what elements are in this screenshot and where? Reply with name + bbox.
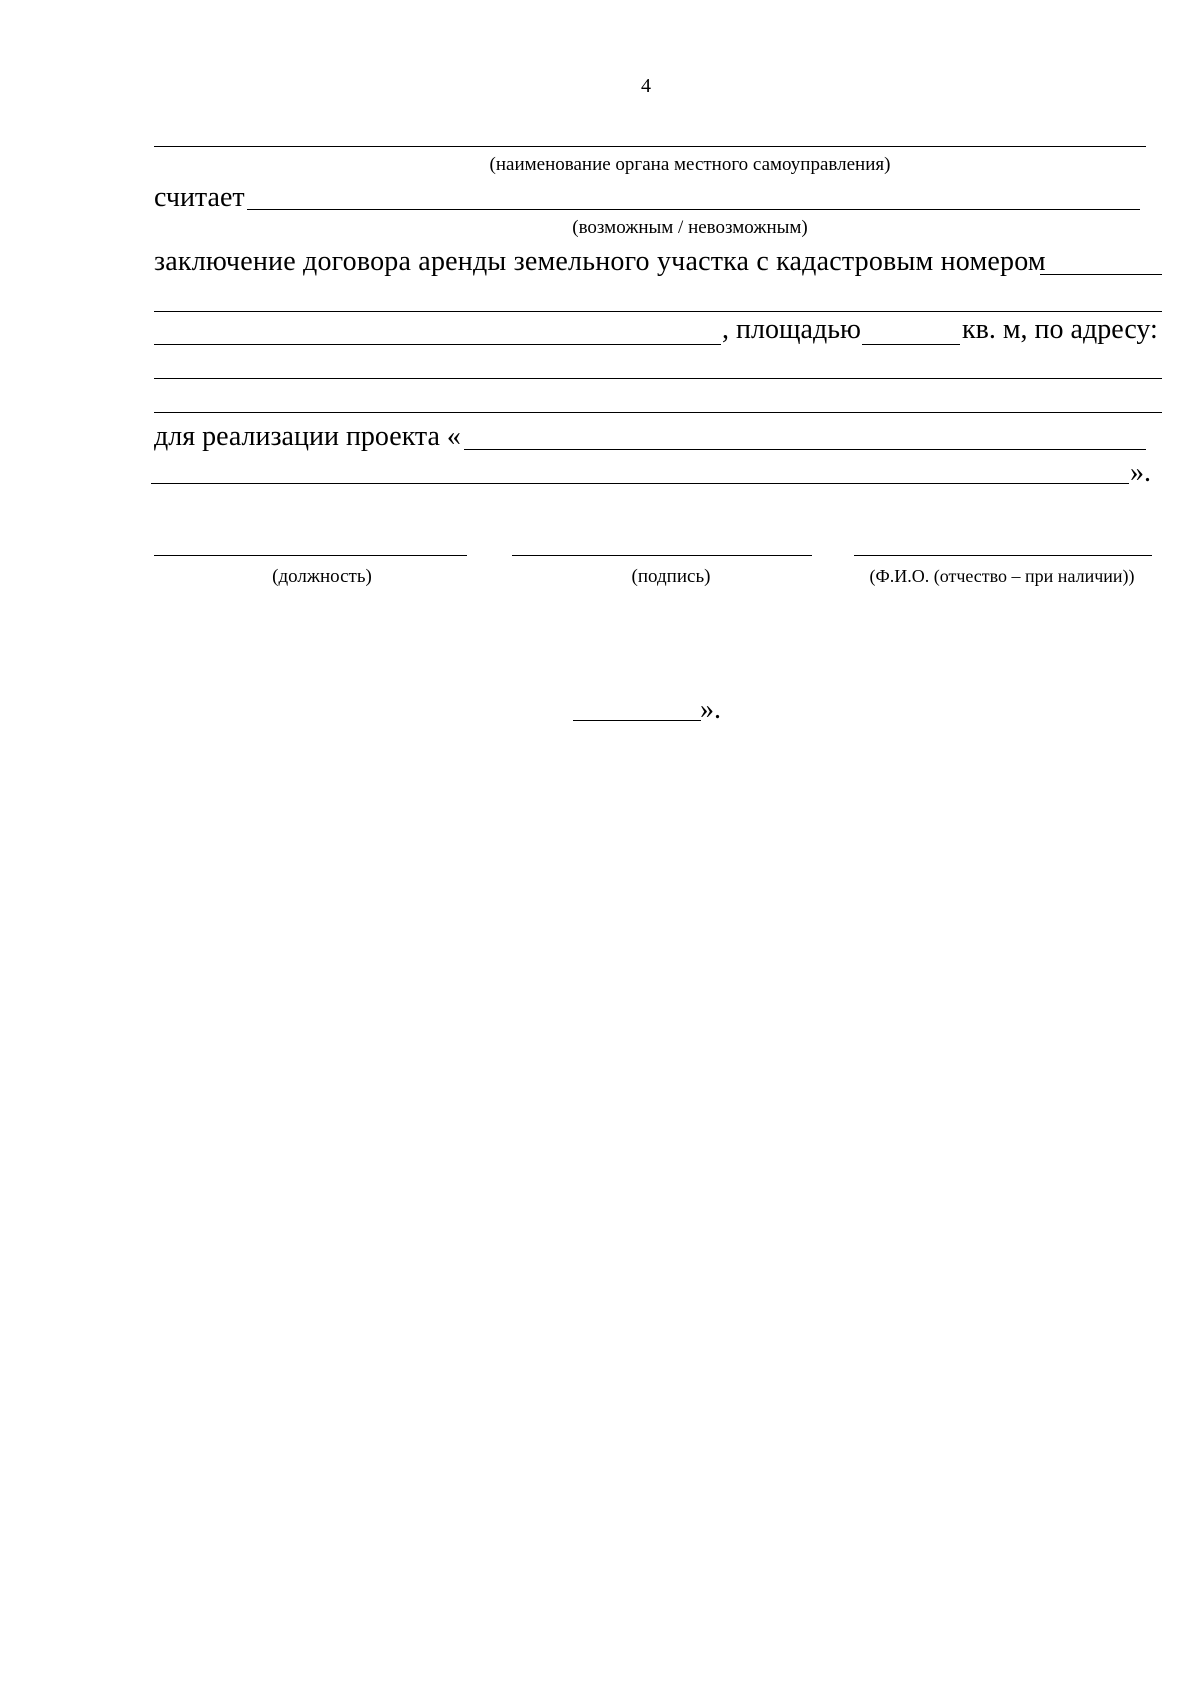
position-caption: (должность) xyxy=(272,566,372,587)
cadastral-number-line xyxy=(1040,274,1162,275)
area-label: , площадью xyxy=(722,314,861,345)
authority-name-line xyxy=(154,146,1146,147)
possibility-line xyxy=(247,209,1140,210)
considers-label: считает xyxy=(154,182,245,213)
units-address-label: кв. м, по адресу: xyxy=(962,314,1158,345)
possibility-caption: (возможным / невозможным) xyxy=(572,217,808,238)
project-name-continuation-line xyxy=(151,483,1129,484)
page-number: 4 xyxy=(641,75,651,97)
closing-mark: ». xyxy=(700,694,721,725)
full-name-caption: (Ф.И.О. (отчество – при наличии)) xyxy=(869,566,1135,586)
address-line-2 xyxy=(154,412,1162,413)
area-value-line xyxy=(862,344,960,345)
lease-text: заключение договора аренды земельного участка с кадастровым номером xyxy=(154,246,1046,277)
address-line-1 xyxy=(154,378,1162,379)
project-name-line xyxy=(464,449,1146,450)
position-line xyxy=(154,555,467,556)
cadastral-number-end-line xyxy=(154,344,721,345)
full-name-line xyxy=(854,555,1152,556)
signature-caption: (подпись) xyxy=(631,566,711,587)
project-label: для реализации проекта « xyxy=(154,421,461,452)
closing-line xyxy=(573,720,701,721)
project-close: ». xyxy=(1130,457,1151,488)
signature-line xyxy=(512,555,812,556)
cadastral-number-continuation-line xyxy=(154,311,1162,312)
authority-caption: (наименование органа местного самоуправления) xyxy=(489,154,891,175)
